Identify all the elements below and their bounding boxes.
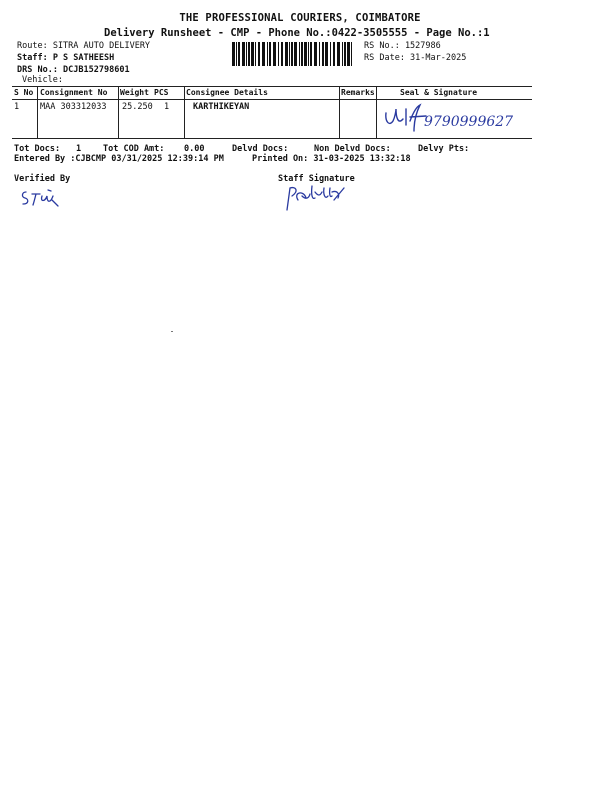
staff-info: Staff: P S SATHEESH bbox=[17, 53, 115, 63]
barcode-bar bbox=[232, 42, 235, 66]
row-weight: 25.250 bbox=[122, 102, 153, 112]
printed-on: Printed On: 31-03-2025 13:32:18 bbox=[252, 154, 411, 164]
barcode-bar bbox=[278, 42, 279, 66]
header-pcs: PCS bbox=[154, 88, 169, 97]
barcode-bar bbox=[246, 42, 247, 66]
barcode-bar bbox=[351, 42, 352, 66]
col-divider bbox=[118, 87, 119, 138]
col-divider bbox=[37, 87, 38, 138]
barcode-bar bbox=[310, 42, 312, 66]
verifier-signature bbox=[18, 186, 68, 210]
barcode-bar bbox=[347, 42, 350, 66]
barcode-bar bbox=[289, 42, 290, 66]
non-delvd-docs-label: Non Delvd Docs: bbox=[314, 144, 391, 154]
barcode-bar bbox=[308, 42, 309, 66]
barcode-bar bbox=[258, 42, 260, 66]
header-sno: S No bbox=[14, 88, 34, 97]
row-consignment: MAA 303312033 bbox=[40, 102, 107, 112]
header-consignee: Consignee Details bbox=[186, 88, 268, 97]
barcode-bar bbox=[322, 42, 324, 66]
route-info: Route: SITRA AUTO DELIVERY bbox=[17, 41, 151, 51]
delvd-docs-label: Delvd Docs: bbox=[232, 144, 289, 154]
barcode-bar bbox=[333, 42, 335, 66]
barcode-bar bbox=[262, 42, 265, 66]
barcode-bar bbox=[314, 42, 317, 66]
barcode-bar bbox=[319, 42, 320, 66]
barcode bbox=[232, 42, 356, 66]
drs-number: DRS No.: DCJB152798601 bbox=[17, 65, 130, 75]
barcode-bar bbox=[251, 42, 254, 66]
tot-cod-value: 0.00 bbox=[184, 144, 205, 154]
row-sno: 1 bbox=[14, 102, 20, 112]
company-title: THE PROFESSIONAL COURIERS, COIMBATORE bbox=[179, 12, 421, 24]
header-weight: Weight bbox=[120, 88, 149, 97]
receiver-signature bbox=[380, 99, 540, 137]
col-divider bbox=[184, 87, 185, 138]
header-seal-signature: Seal & Signature bbox=[400, 88, 478, 97]
barcode-bar bbox=[267, 42, 268, 66]
row-pcs: 1 bbox=[164, 102, 170, 112]
header-remarks: Remarks bbox=[341, 88, 375, 97]
tot-docs-value: 1 bbox=[76, 144, 82, 154]
barcode-bar bbox=[291, 42, 293, 66]
verified-by-label: Verified By bbox=[14, 174, 71, 184]
runsheet-subtitle: Delivery Runsheet - CMP - Phone No.:0422-3505555 - Page No.:1 bbox=[104, 27, 490, 39]
barcode-bar bbox=[236, 42, 237, 66]
barcode-bar bbox=[344, 42, 346, 66]
tot-docs-label: Tot Docs: bbox=[14, 144, 61, 154]
barcode-bar bbox=[281, 42, 283, 66]
staff-signature bbox=[282, 182, 352, 212]
barcode-bar bbox=[330, 42, 331, 66]
runsheet-table bbox=[12, 86, 532, 139]
barcode-bar bbox=[342, 42, 343, 66]
staff-signature-label: Staff Signature bbox=[278, 174, 355, 184]
barcode-bar bbox=[255, 42, 256, 66]
entered-by: Entered By :CJBCMP 03/31/2025 12:39:14 PM bbox=[14, 154, 224, 164]
barcode-bar bbox=[273, 42, 276, 66]
barcode-bar bbox=[304, 42, 307, 66]
barcode-bar bbox=[325, 42, 328, 66]
barcode-bar bbox=[238, 42, 240, 66]
delvy-pts-label: Delvy Pts: bbox=[418, 144, 470, 154]
barcode-bar bbox=[294, 42, 297, 66]
row-consignee: KARTHIKEYAN bbox=[193, 102, 250, 112]
barcode-bar bbox=[269, 42, 271, 66]
rs-number: RS No.: 1527986 bbox=[364, 41, 441, 51]
barcode-bar bbox=[337, 42, 340, 66]
barcode-bar bbox=[285, 42, 288, 66]
rs-date: RS Date: 31-Mar-2025 bbox=[364, 53, 467, 63]
tot-cod-label: Tot COD Amt: bbox=[103, 144, 165, 154]
receiver-phone: 9790999627 bbox=[424, 114, 514, 130]
col-divider bbox=[376, 87, 377, 138]
vehicle-info: Vehicle: bbox=[22, 75, 63, 85]
barcode-bar bbox=[301, 42, 303, 66]
barcode-bar bbox=[299, 42, 300, 66]
col-divider bbox=[339, 87, 340, 138]
header-consignment: Consignment No bbox=[40, 88, 108, 97]
scan-speck bbox=[171, 331, 173, 332]
barcode-bar bbox=[242, 42, 245, 66]
barcode-bar bbox=[248, 42, 250, 66]
